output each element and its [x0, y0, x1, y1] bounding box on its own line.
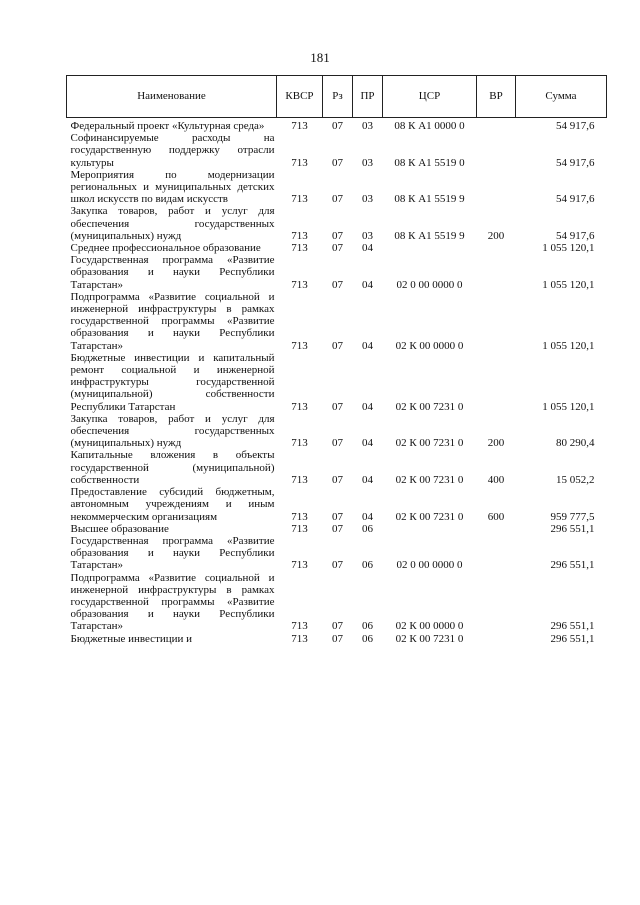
header-row	[67, 76, 607, 118]
row-pr: 04	[362, 278, 373, 291]
row-sum: 959 777,5	[550, 510, 595, 523]
row-kvsr: 713	[291, 193, 308, 206]
row-sum: 296 551,1	[550, 620, 595, 633]
row-sum: 80 290,4	[556, 437, 595, 450]
row-csr: 08 К А1 5519 0	[394, 156, 465, 169]
row-rz: 07	[332, 632, 343, 645]
row-vr	[477, 254, 516, 291]
row-csr: 02 0 00 0000 0	[396, 559, 463, 572]
row-pr: 04	[362, 437, 373, 450]
row-pr: 04	[362, 242, 373, 255]
row-name: Бюджетные инвестиции и капитальный ремонт социальной и инженерной инфраструктуры государственной (муниципальной) собственности Республики Татарстан	[70, 351, 275, 413]
row-pr: 03	[362, 229, 373, 242]
header-rz: Рз	[323, 76, 353, 118]
row-csr: 02 К 00 7231 0	[395, 473, 464, 486]
row-csr: 02 К 00 0000 0	[395, 339, 464, 352]
row-rz: 07	[332, 473, 343, 486]
row-sum: 54 917,6	[556, 193, 595, 206]
row-vr	[477, 132, 516, 169]
row-rz: 07	[332, 437, 343, 450]
row-kvsr: 713	[291, 278, 308, 291]
row-name: Высшее образование	[70, 522, 169, 535]
row-name: Предоставление субсидий бюджетным, автономным учреждениям и иным некоммерческим организациям	[70, 486, 275, 523]
row-vr	[477, 633, 516, 645]
row-sum: 296 551,1	[550, 559, 595, 572]
row-vr: 400	[487, 473, 505, 486]
row-vr	[477, 523, 516, 535]
row-vr	[477, 169, 516, 206]
row-csr: 08 К А1 0000 0	[394, 120, 465, 132]
table-row	[67, 291, 607, 352]
row-vr	[477, 118, 516, 133]
row-pr: 06	[362, 559, 373, 572]
row-sum: 54 917,6	[556, 229, 595, 242]
row-name: Федеральный проект «Культурная среда»	[70, 120, 265, 132]
row-sum: 1 055 120,1	[542, 242, 595, 255]
row-rz: 07	[332, 242, 343, 255]
row-rz: 07	[332, 510, 343, 523]
table-header	[67, 76, 607, 118]
row-pr: 06	[362, 620, 373, 633]
row-name: Среднее профессиональное образование	[70, 242, 261, 255]
table-row	[67, 242, 607, 254]
row-vr	[477, 242, 516, 254]
header-kvsr: КВСР	[277, 76, 323, 118]
row-pr: 06	[362, 632, 373, 645]
row-kvsr: 713	[291, 229, 308, 242]
header-sum: Сумма	[516, 76, 607, 118]
row-vr: 200	[487, 229, 505, 242]
table-row	[67, 449, 607, 486]
table-row	[67, 486, 607, 523]
row-name: Бюджетные инвестиции и	[70, 632, 193, 645]
row-csr: 02 К 00 7231 0	[395, 510, 464, 523]
row-csr: 02 К 00 7231 0	[395, 437, 464, 450]
row-kvsr: 713	[291, 242, 308, 255]
budget-table	[66, 75, 607, 645]
header-pr: ПР	[353, 76, 383, 118]
row-rz: 07	[332, 339, 343, 352]
row-csr: 02 0 00 0000 0	[396, 278, 463, 291]
row-sum: 1 055 120,1	[542, 339, 595, 352]
row-kvsr: 713	[291, 473, 308, 486]
row-pr: 03	[362, 120, 373, 132]
row-kvsr: 713	[291, 522, 308, 535]
row-name: Государственная программа «Развитие образования и науки Республики Татарстан»	[70, 254, 275, 291]
row-vr	[477, 572, 516, 633]
row-kvsr: 713	[291, 510, 308, 523]
row-csr: 08 К А1 5519 9	[394, 193, 465, 206]
row-pr: 04	[362, 400, 373, 413]
row-name: Подпрограмма «Развитие социальной и инженерной инфраструктуры в рамках государственной программы «Развитие образования и науки Республики Татарстан»	[70, 290, 275, 352]
table-row	[67, 535, 607, 572]
row-csr	[383, 242, 477, 254]
table-row	[67, 132, 607, 169]
row-kvsr: 713	[291, 156, 308, 169]
row-rz: 07	[332, 229, 343, 242]
row-pr: 03	[362, 156, 373, 169]
row-vr	[477, 352, 516, 413]
row-name: Закупка товаров, работ и услуг для обеспечения государственных (муниципальных) нужд	[70, 205, 275, 242]
row-kvsr: 713	[291, 559, 308, 572]
row-kvsr: 713	[291, 339, 308, 352]
row-pr: 06	[362, 522, 373, 535]
row-kvsr: 713	[291, 400, 308, 413]
row-name: Софинансируемые расходы на государственную поддержку отрасли культуры	[70, 132, 275, 169]
row-kvsr: 713	[291, 437, 308, 450]
row-name: Государственная программа «Развитие образования и науки Республики Татарстан»	[70, 534, 275, 572]
row-pr: 04	[362, 473, 373, 486]
table-body	[67, 118, 607, 645]
table-row	[67, 169, 607, 206]
row-name: Капитальные вложения в объекты государственной (муниципальной) собственности	[70, 449, 275, 486]
row-csr: 08 К А1 5519 9	[394, 229, 465, 242]
row-sum: 296 551,1	[550, 632, 595, 645]
header-csr: ЦСР	[383, 76, 477, 118]
row-rz: 07	[332, 278, 343, 291]
row-pr: 03	[362, 193, 373, 206]
table-row	[67, 254, 607, 291]
row-sum: 1 055 120,1	[542, 400, 595, 413]
page-number: 181	[310, 50, 330, 65]
row-pr: 04	[362, 339, 373, 352]
row-rz: 07	[332, 120, 343, 132]
row-csr: 02 К 00 0000 0	[395, 620, 464, 633]
row-name: Закупка товаров, работ и услуг для обеспечения государственных (муниципальных) нужд	[70, 412, 275, 450]
row-vr: 600	[487, 510, 505, 523]
table-row	[67, 523, 607, 535]
row-csr: 02 К 00 7231 0	[395, 632, 464, 645]
row-rz: 07	[332, 193, 343, 206]
row-rz: 07	[332, 559, 343, 572]
row-rz: 07	[332, 400, 343, 413]
header-vr: ВР	[477, 76, 516, 118]
header-name: Наименование	[67, 76, 277, 118]
row-name: Подпрограмма «Развитие социальной и инженерной инфраструктуры в рамках государственной программы «Развитие образования и науки Республики Татарстан»	[70, 571, 275, 633]
table-row	[67, 352, 607, 413]
row-name: Мероприятия по модернизации региональных и муниципальных детских школ искусств по видам искусств	[70, 168, 275, 206]
row-csr: 02 К 00 7231 0	[395, 400, 464, 413]
row-kvsr: 713	[291, 632, 308, 645]
row-kvsr: 713	[291, 120, 308, 132]
row-vr	[477, 291, 516, 352]
row-sum: 54 917,6	[556, 156, 595, 169]
row-vr: 200	[487, 437, 505, 450]
table-row	[67, 572, 607, 633]
table-row	[67, 633, 607, 645]
row-sum: 1 055 120,1	[542, 278, 595, 291]
row-sum: 296 551,1	[550, 522, 595, 535]
table-row	[67, 413, 607, 450]
row-sum: 54 917,6	[556, 120, 595, 132]
row-csr	[383, 523, 477, 535]
table-row	[67, 205, 607, 242]
table-row	[67, 118, 607, 133]
row-rz: 07	[332, 620, 343, 633]
row-pr: 04	[362, 510, 373, 523]
row-vr	[477, 535, 516, 572]
row-rz: 07	[332, 156, 343, 169]
row-sum: 15 052,2	[556, 473, 595, 486]
row-kvsr: 713	[291, 620, 308, 633]
row-rz: 07	[332, 522, 343, 535]
